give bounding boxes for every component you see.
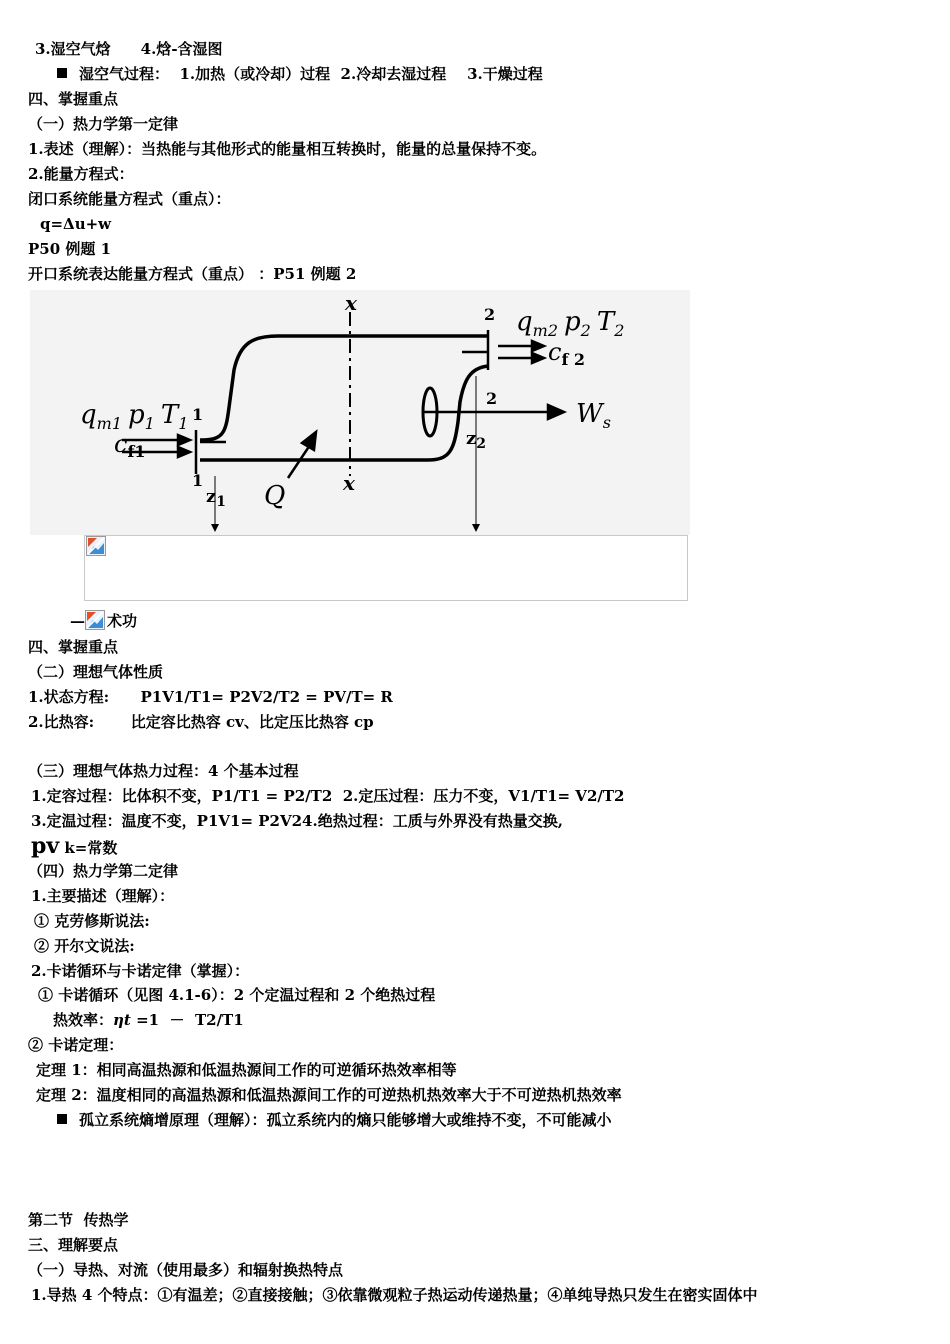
subsection-heading: （一）热力学第一定律 — [28, 115, 179, 133]
text-line: 闭口系统能量方程式（重点）： — [28, 190, 231, 208]
open-system-diagram — [30, 290, 690, 535]
section-heading: 四、掌握重点 — [28, 638, 119, 656]
svg-text:2: 2 — [486, 389, 498, 408]
svg-text:Ws: $W_s$ — [576, 399, 611, 432]
text: =1 － T2/T1 — [130, 1011, 244, 1029]
svg-text:qm2p2T2: $q_{m2}$ $p_2$ $T_2$ — [516, 307, 625, 340]
text-line: 定理 2：温度相同的高温热源和低温热源间工作的可逆热机热效率大于不可逆热机热效率 — [36, 1086, 622, 1104]
text: 热效率： — [53, 1011, 114, 1029]
svg-text:cf1: $c_{f1}$ — [114, 430, 146, 461]
text-line: 1.导热 4 个特点：①有温差；②直接接触；③依靠微观粒子热运动传递热量；④单纯导热只发生在密实固体中 — [31, 1286, 758, 1304]
text: 孤立系统熵增原理（理解）：孤立系统内的熵只能够增大或维持不变，不可能减小 — [79, 1111, 612, 1129]
text-line: 2.比热容: 比定容比热容 cv、比定压比热容 cp — [28, 713, 374, 731]
text-line: 3.定温过程：温度不变，P1V1= P2V24.绝热过程：工质与外界没有热量交换, — [31, 812, 563, 830]
text: k=常数 — [59, 839, 118, 857]
svg-text:z1: $z_1$ — [206, 486, 226, 510]
svg-text:1: 1 — [192, 471, 204, 490]
svg-text:x: x — [345, 291, 357, 315]
subsection-heading: （四）热力学第二定律 — [28, 862, 179, 880]
eta-symbol: ηt — [113, 1011, 131, 1029]
text-line: 1.状态方程: P1V1/T1= P2V2/T2 = PV/T= R — [28, 688, 393, 706]
text-line: 1.表述（理解）：当热能与其他形式的能量相互转换时，能量的总量保持不变。 — [28, 140, 547, 158]
broken-image-icon — [85, 610, 105, 630]
text-line: 2.能量方程式： — [28, 165, 134, 183]
dash: — — [70, 612, 85, 630]
pv-symbol: pv — [31, 833, 60, 859]
svg-text:x: x — [343, 471, 355, 495]
text-line — [53, 1010, 244, 1030]
text-line: 定理 1：相同高温热源和低温热源间工作的可逆循环热效率相等 — [36, 1061, 457, 1079]
section-heading: 三、理解要点 — [28, 1236, 119, 1254]
svg-text:Q: Q — [264, 481, 286, 511]
svg-text:cf 2: $c_{f 2}$ — [548, 338, 586, 369]
svg-text:qm1p1T1: $q_{m1}$ $p_1$ $T_1$ — [80, 400, 189, 433]
text-line: ② 开尔文说法: — [34, 937, 135, 955]
subsection-heading: （三）理想气体热力过程：4 个基本过程 — [28, 762, 299, 780]
missing-image-frame — [84, 535, 688, 601]
section-heading: 第二节 传热学 — [28, 1211, 129, 1229]
text-line: ② 卡诺定理： — [28, 1036, 124, 1054]
text-line: P50 例题 1 — [28, 240, 112, 258]
svg-text:2: 2 — [484, 305, 496, 324]
text: 湿空气过程： 1.加热（或冷却）过程 2.冷却去湿过程 3.干燥过程 — [79, 65, 543, 83]
text-line: 开口系统表达能量方程式（重点） ：P51 例题 2 — [28, 265, 357, 283]
broken-image-icon — [86, 536, 106, 556]
text-line — [31, 833, 118, 859]
square-bullet-icon — [57, 1114, 67, 1124]
text-line: 1.主要描述（理解）： — [31, 887, 175, 905]
text-line: 2.卡诺循环与卡诺定律（掌握）： — [31, 962, 250, 980]
subsection-heading: （二）理想气体性质 — [28, 663, 164, 681]
section-heading: 四、掌握重点 — [28, 90, 119, 108]
svg-text:1: 1 — [192, 405, 204, 424]
text-line: 1.定容过程：比体积不变，P1/T1 = P2/T2 2.定压过程：压力不变，V1/T1= V2/T2 — [31, 787, 625, 805]
bullet-line — [57, 64, 543, 84]
text-line: ① 卡诺循环（见图 4.1-6）：2 个定温过程和 2 个绝热过程 — [38, 986, 436, 1004]
text-line: 3.湿空气焓 4.焓-含湿图 — [35, 40, 223, 58]
text: 术功 — [107, 612, 138, 630]
svg-text:z2: $z_2$ — [466, 428, 486, 452]
bullet-line — [57, 1110, 612, 1130]
text-line: ① 克劳修斯说法: — [34, 912, 150, 930]
subsection-heading: （一）导热、对流（使用最多）和辐射换热特点 — [28, 1261, 344, 1279]
square-bullet-icon — [57, 68, 67, 78]
equation: q=Δu+w — [40, 215, 112, 233]
